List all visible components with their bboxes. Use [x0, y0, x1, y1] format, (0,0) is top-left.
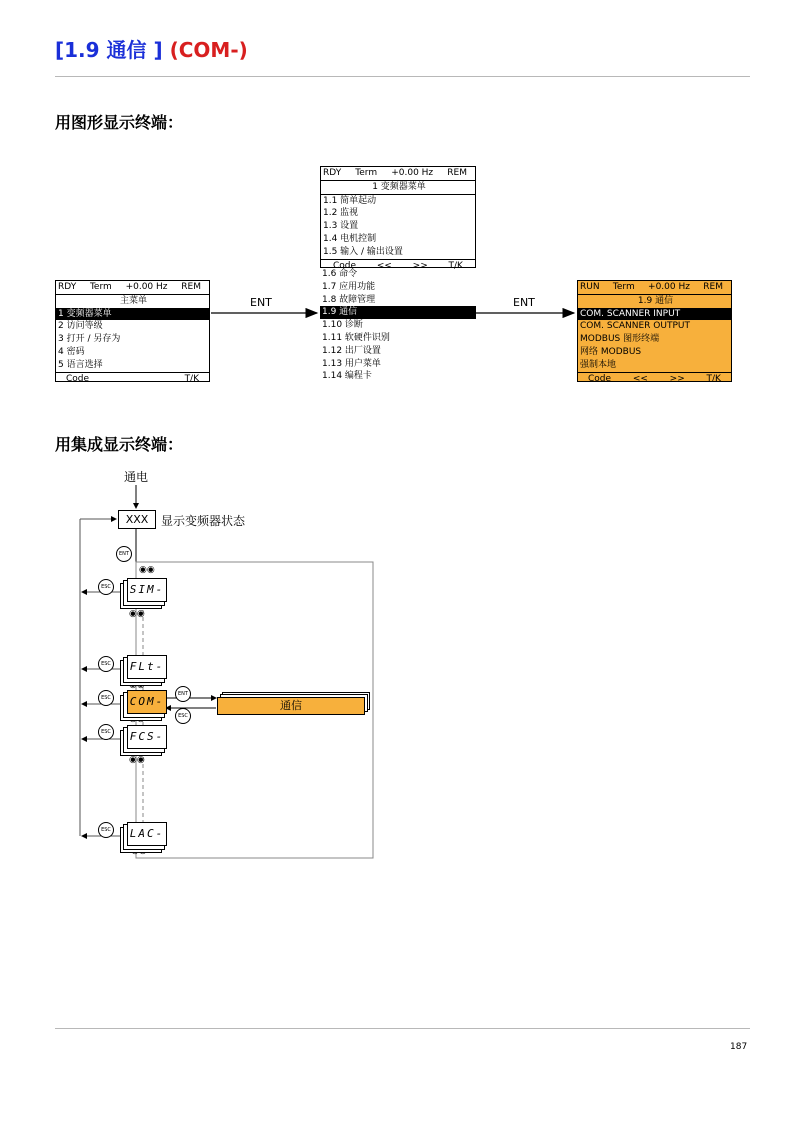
footer-tk[interactable]: T/K — [706, 373, 721, 384]
esc-key[interactable]: ESC — [98, 724, 114, 740]
status-rem: REM — [181, 282, 201, 292]
left-screen-heading: 主菜单 — [119, 295, 147, 306]
title-code: [1.9 通信 ] — [55, 38, 163, 62]
footer-prev[interactable]: << — [376, 260, 392, 271]
mid-screen-heading: 1 变频器菜单 — [321, 181, 475, 195]
footer-code[interactable]: Code — [333, 260, 357, 271]
menu-item[interactable]: 1.5 输入 / 输出设置 — [323, 246, 403, 257]
menu-item-selected[interactable]: 1.9 通信 — [320, 306, 476, 319]
esc-key[interactable]: ESC — [98, 656, 114, 672]
footer-tk[interactable]: T/K — [184, 373, 199, 384]
page-number: 187 — [730, 1042, 748, 1052]
menu-item[interactable]: 1 变频器菜单 — [56, 308, 209, 321]
status-term: Term — [89, 282, 112, 292]
nav-keys — [129, 680, 145, 690]
footer-tk[interactable]: T/K — [448, 260, 463, 271]
down-arrow-icon[interactable]: ◉ — [129, 714, 137, 724]
esc-key[interactable]: ESC — [98, 579, 114, 595]
nav-keys — [129, 609, 145, 619]
esc-key[interactable]: ESC — [98, 822, 114, 838]
down-arrow-icon[interactable]: ◉ — [146, 565, 155, 575]
status-state: RDY — [58, 282, 77, 292]
down-arrow-icon[interactable]: ◉ — [129, 680, 137, 690]
integrated-diagram — [0, 440, 800, 880]
menu-fcs[interactable]: FCS- — [127, 725, 167, 749]
menu-item[interactable]: 1.7 应用功能 — [322, 281, 376, 292]
down-arrow-icon[interactable]: ◉ — [129, 755, 137, 765]
nav-keys — [129, 714, 145, 724]
up-arrow-icon[interactable]: ◉ — [136, 714, 145, 724]
menu-lac[interactable]: LAC- — [127, 822, 167, 846]
nav-keys — [139, 565, 155, 575]
graphic-arrows — [0, 0, 800, 400]
menu-item[interactable]: 1.4 电机控制 — [323, 233, 377, 244]
nav-keys — [129, 755, 145, 765]
menu-item[interactable]: 4 密码 — [58, 346, 85, 357]
menu-item[interactable]: MODBUS 图形终端 — [580, 334, 660, 345]
menu-item[interactable]: 强制本地 — [580, 359, 617, 370]
section-graphic-heading: 用图形显示终端： — [55, 113, 184, 132]
menu-item[interactable]: 3 打开 / 另存为 — [58, 334, 121, 345]
footer-code[interactable]: Code — [588, 373, 612, 384]
ent-key[interactable]: ENT — [175, 686, 191, 702]
menu-item[interactable]: 1.14 编程卡 — [322, 371, 372, 382]
up-arrow-icon[interactable]: ◉ — [131, 846, 139, 856]
status-rem: REM — [447, 168, 467, 178]
status-rem: REM — [703, 282, 723, 292]
down-arrow-icon[interactable]: ◉ — [138, 846, 147, 856]
menu-item[interactable]: 1.10 诊断 — [322, 320, 363, 331]
menu-item[interactable]: 1.13 用户菜单 — [322, 358, 381, 369]
status-term: Term — [355, 168, 378, 178]
up-arrow-icon[interactable]: ◉ — [136, 755, 145, 765]
menu-com[interactable]: COM- — [127, 690, 167, 714]
bottom-divider — [55, 1028, 750, 1029]
down-arrow-icon[interactable]: ◉ — [129, 609, 137, 619]
power-on-label: 通电 — [124, 470, 149, 484]
status-term: Term — [612, 282, 635, 292]
status-freq: +0.00 Hz — [125, 282, 168, 292]
status-freq: +0.00 Hz — [648, 282, 690, 292]
menu-item[interactable]: 网络 MODBUS — [580, 346, 642, 357]
menu-sim[interactable]: SIM- — [127, 578, 167, 602]
menu-item[interactable]: 1.8 故障管理 — [322, 294, 376, 305]
ent-label-1: ENT — [250, 296, 272, 309]
footer-prev[interactable]: << — [632, 373, 648, 384]
menu-item-selected[interactable]: COM. SCANNER INPUT — [578, 308, 731, 321]
xxx-display: XXX — [118, 510, 156, 529]
menu-item[interactable]: 1.3 设置 — [323, 221, 359, 232]
menu-item[interactable]: 1.6 命令 — [322, 269, 358, 279]
section-integrated-heading: 用集成显示终端： — [55, 435, 184, 454]
menu-item[interactable]: 5 语言选择 — [58, 359, 103, 370]
status-display-label: 显示变频器状态 — [161, 514, 246, 528]
status-state: RUN — [580, 282, 600, 292]
ent-key[interactable]: ENT — [116, 546, 132, 562]
esc-key[interactable]: ESC — [175, 708, 191, 724]
menu-item[interactable]: 1.2 监视 — [323, 208, 359, 219]
up-arrow-icon[interactable]: ◉ — [136, 680, 145, 690]
comm-box[interactable]: 通信 — [217, 697, 365, 715]
footer-code[interactable]: Code — [66, 373, 90, 384]
menu-flt[interactable]: FLt- — [127, 655, 167, 679]
status-freq: +0.00 Hz — [391, 168, 434, 178]
nav-keys — [131, 846, 147, 856]
status-state: RDY — [323, 168, 342, 178]
up-arrow-icon[interactable]: ◉ — [139, 565, 147, 575]
menu-item[interactable]: 1.11 软硬件识别 — [322, 332, 390, 343]
esc-key[interactable]: ESC — [98, 690, 114, 706]
title-mnemonic: (COM-) — [169, 38, 248, 62]
footer-next[interactable]: >> — [669, 373, 685, 384]
menu-item[interactable]: 1.1 简单起动 — [323, 195, 377, 206]
right-screen-heading: 1.9 通信 — [637, 295, 674, 306]
menu-item[interactable]: 1.12 出厂设置 — [322, 345, 381, 356]
menu-item[interactable]: 2 访问等级 — [58, 321, 103, 332]
menu-item[interactable]: COM. SCANNER OUTPUT — [580, 321, 690, 332]
up-arrow-icon[interactable]: ◉ — [136, 609, 145, 619]
footer-next[interactable]: >> — [412, 260, 428, 271]
ent-label-2: ENT — [513, 296, 535, 309]
